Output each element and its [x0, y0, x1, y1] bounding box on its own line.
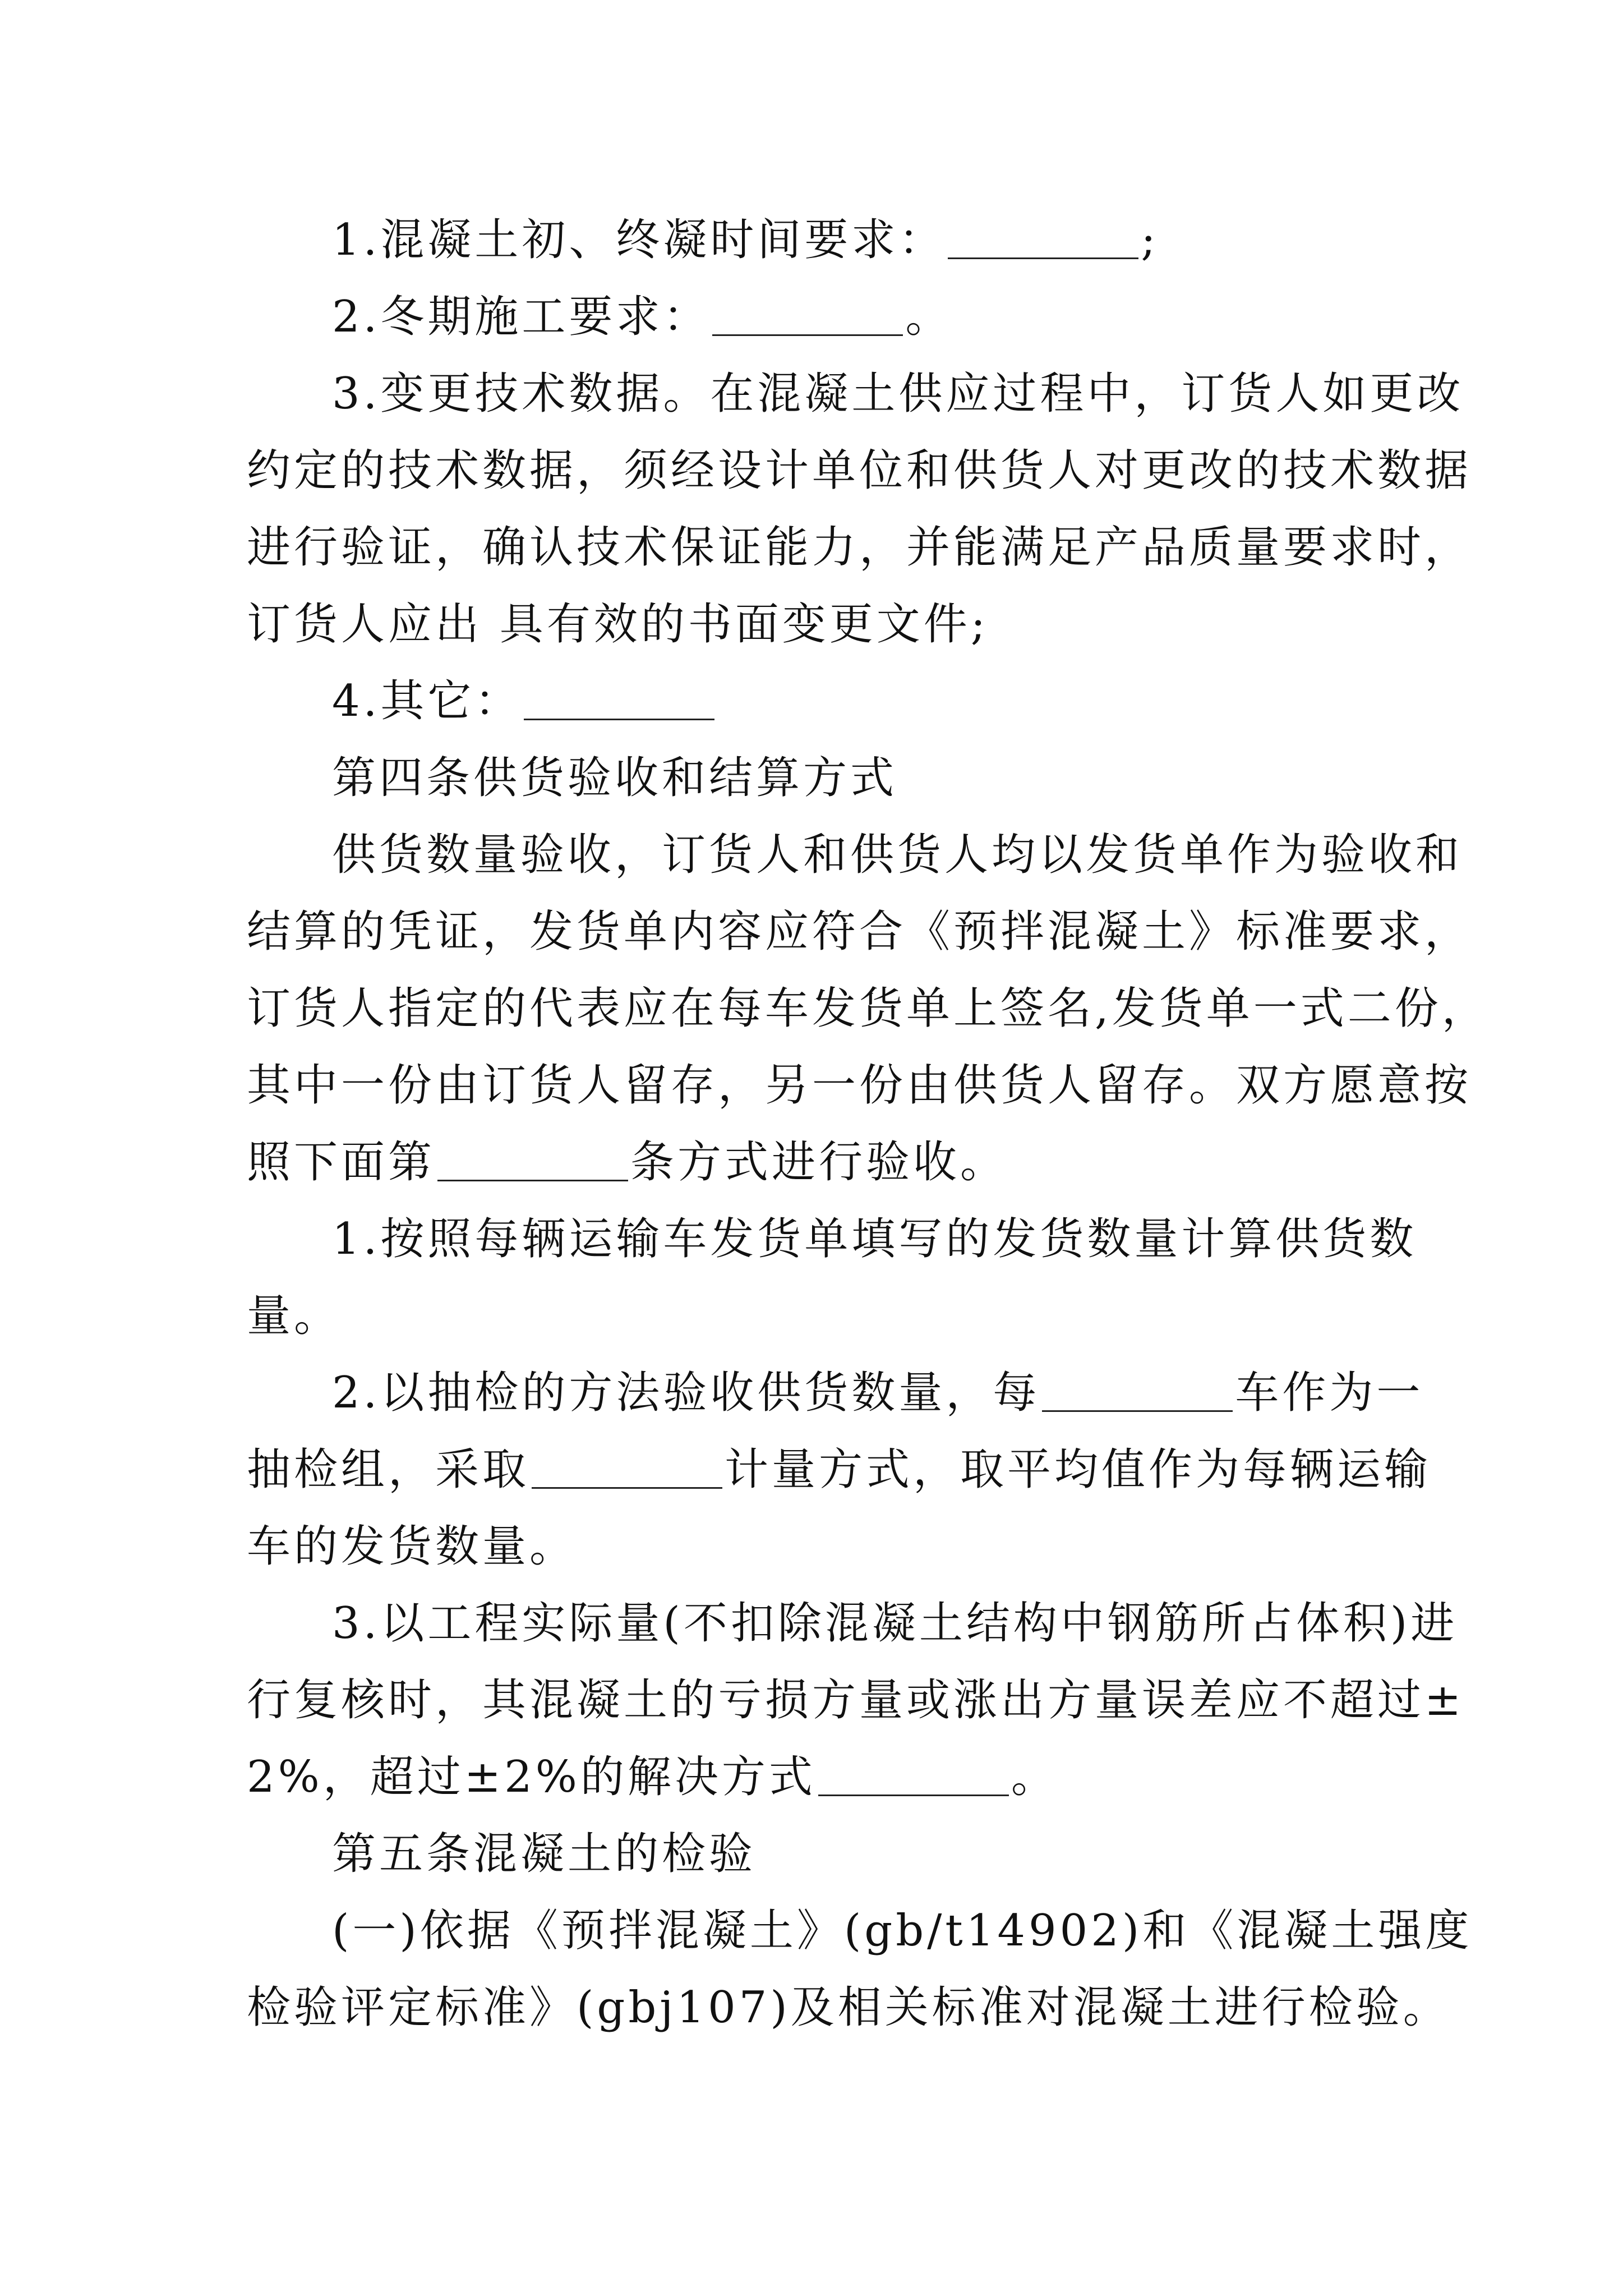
paragraph-line: 1.按照每辆运输车发货单填写的发货数量计算供货数: [332, 1214, 1417, 1264]
fill-blank: [712, 295, 903, 336]
clause-text: 。: [905, 292, 953, 342]
paragraph-line: 结算的凭证，发货单内容应符合《预拌混凝土》标准要求，: [247, 907, 1472, 957]
clause-text: 车作为一: [1235, 1368, 1424, 1418]
paragraph-line: 车的发货数量。: [247, 1521, 577, 1572]
paragraph-line: 行复核时，其混凝土的亏损方量或涨出方量误差应不超过±: [247, 1675, 1465, 1726]
paragraph-line: [247, 1432, 1432, 1508]
clause-text: 2.冬期施工要求：: [332, 292, 711, 342]
fill-blank: [532, 1448, 722, 1489]
fill-blank: [524, 679, 714, 720]
clause-text: 4.其它：: [332, 676, 522, 726]
paragraph-line: 3.变更技术数据。在混凝土供应过程中，订货人如更改: [332, 369, 1464, 419]
clause-text: 计量方式，取平均值作为每辆运输: [725, 1444, 1432, 1495]
fill-blank: [818, 1755, 1009, 1796]
clause-text: 2.以抽检的方法验收供货数量，每: [332, 1368, 1040, 1418]
clause-text: 条方式进行验收。: [630, 1137, 1008, 1188]
paragraph-line: 其中一份由订货人留存，另一份由供货人留存。双方愿意按: [247, 1060, 1472, 1111]
paragraph-line: (一)依据《预拌混凝土》(gb/t14902)和《混凝土强度: [332, 1906, 1473, 1956]
clause-winter-construction: [247, 279, 1380, 356]
paragraph-line: 订货人应出 具有效的书面变更文件;: [247, 599, 989, 650]
section-heading: 第四条供货验收和结算方式: [332, 753, 898, 803]
paragraph-line: [247, 1355, 1424, 1432]
document-body: [247, 202, 1489, 2046]
fill-blank: [948, 218, 1138, 259]
paragraph-line: 进行验证，确认技术保证能力，并能满足产品质量要求时，: [247, 522, 1472, 573]
paragraph-line: 约定的技术数据，须经设计单位和供货人对更改的技术数据: [247, 445, 1472, 496]
fill-blank: [1042, 1371, 1233, 1412]
paragraph-line: 供货数量验收，订货人和供货人均以发货单作为验收和: [332, 830, 1463, 880]
paragraph-line: [247, 1739, 1380, 1816]
clause-setting-time: [247, 202, 1380, 279]
paragraph-line: 3.以工程实际量(不扣除混凝土结构中钢筋所占体积)进: [332, 1598, 1458, 1649]
paragraph-line: [247, 1124, 1380, 1201]
clause-text: 2%，超过±2%的解决方式: [247, 1752, 816, 1802]
clause-text: ;: [1141, 215, 1159, 265]
clause-text: 照下面第: [247, 1137, 436, 1188]
clause-text: 。: [1011, 1752, 1058, 1802]
section-heading: 第五条混凝土的检验: [332, 1829, 757, 1879]
fill-blank: [437, 1140, 628, 1181]
clause-other: [247, 663, 1380, 740]
paragraph-line: 量。: [247, 1291, 342, 1341]
clause-text: 抽检组，采取: [247, 1444, 530, 1495]
clause-text: 1.混凝土初、终凝时间要求：: [332, 215, 946, 265]
paragraph-line: 检验评定标准》(gbj107)及相关标准对混凝土进行检验。: [247, 1982, 1450, 2033]
paragraph-line: 订货人指定的代表应在每车发货单上签名,发货单一式二份，: [247, 983, 1489, 1034]
